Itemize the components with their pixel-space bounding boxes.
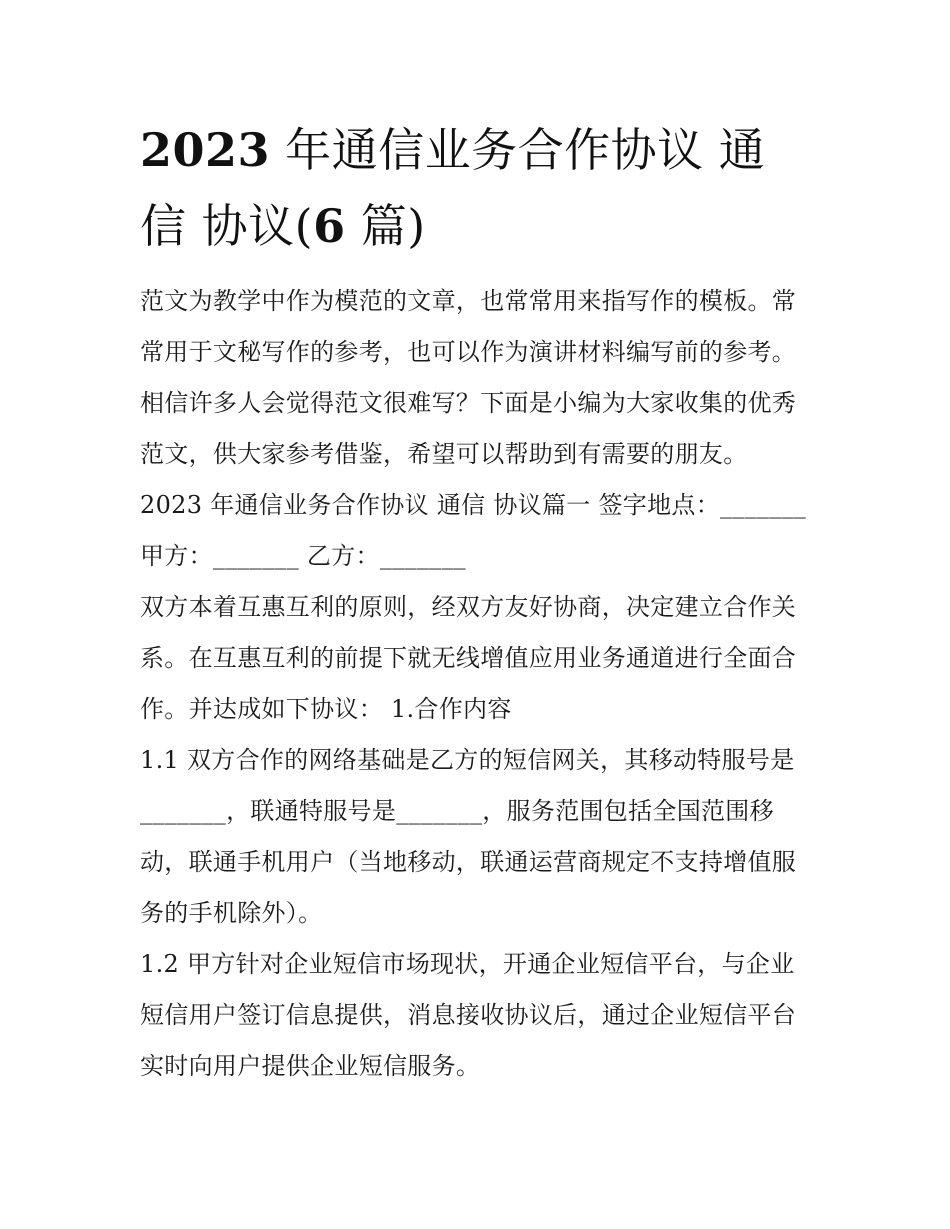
text-line: 短信用户签订信息提供，消息接收协议后，通过企业短信平台 [140,1001,797,1029]
text-line: 范文为教学中作为模范的文章，也常常用来指写作的模板。常 [140,287,797,315]
text-line: 作。并达成如下协议： 1.合作内容 [140,695,512,723]
text-line: 1.2 甲方针对企业短信市场现状，开通企业短信平台，与企业 [140,950,795,978]
text-line: 务的手机除外）。 [140,899,323,927]
paragraph-clause-1-1 [140,735,820,939]
paragraph-agreement-basis [140,582,820,735]
title-text-line1: 年通信业务合作协议 通 [270,123,766,177]
paragraph-signing-info [140,480,820,582]
text-line: 实时向用户提供企业短信服务。 [140,1052,481,1080]
text-line: 相信许多人会觉得范文很难写？下面是小编为大家收集的优秀 [140,389,797,417]
text-line: 甲方：_______ 乙方：_______ [140,542,466,570]
paragraph-intro [140,276,820,480]
text-line: 常用于文秘写作的参考，也可以作为演讲材料编写前的参考。 [140,338,797,366]
title-text-end: 篇) [345,199,426,253]
title-count: 6 [313,199,346,253]
title-year: 2023 [140,123,271,177]
text-line: 双方本着互惠互利的原则，经双方友好协商，决定建立合作关 [140,593,797,621]
text-line: 范文，供大家参考借鉴，希望可以帮助到有需要的朋友。 [140,440,748,468]
paragraph-clause-1-2 [140,939,820,1092]
text-line: 系。在互惠互利的前提下就无线增值应用业务通道进行全面合 [140,644,797,672]
text-line: 1.1 双方合作的网络基础是乙方的短信网关，其移动特服号是 [140,746,795,774]
document-body [140,276,820,1092]
text-line: 2023 年通信业务合作协议 通信 协议篇一 签字地点：_______ [140,491,807,519]
text-line: 动，联通手机用户（当地移动，联通运营商规定不支持增值服 [140,848,797,876]
text-line: _______，联通特服号是_______，服务范围包括全国范围移 [140,797,774,825]
title-text-line2: 信 协议( [140,199,314,253]
document-title [140,112,780,264]
